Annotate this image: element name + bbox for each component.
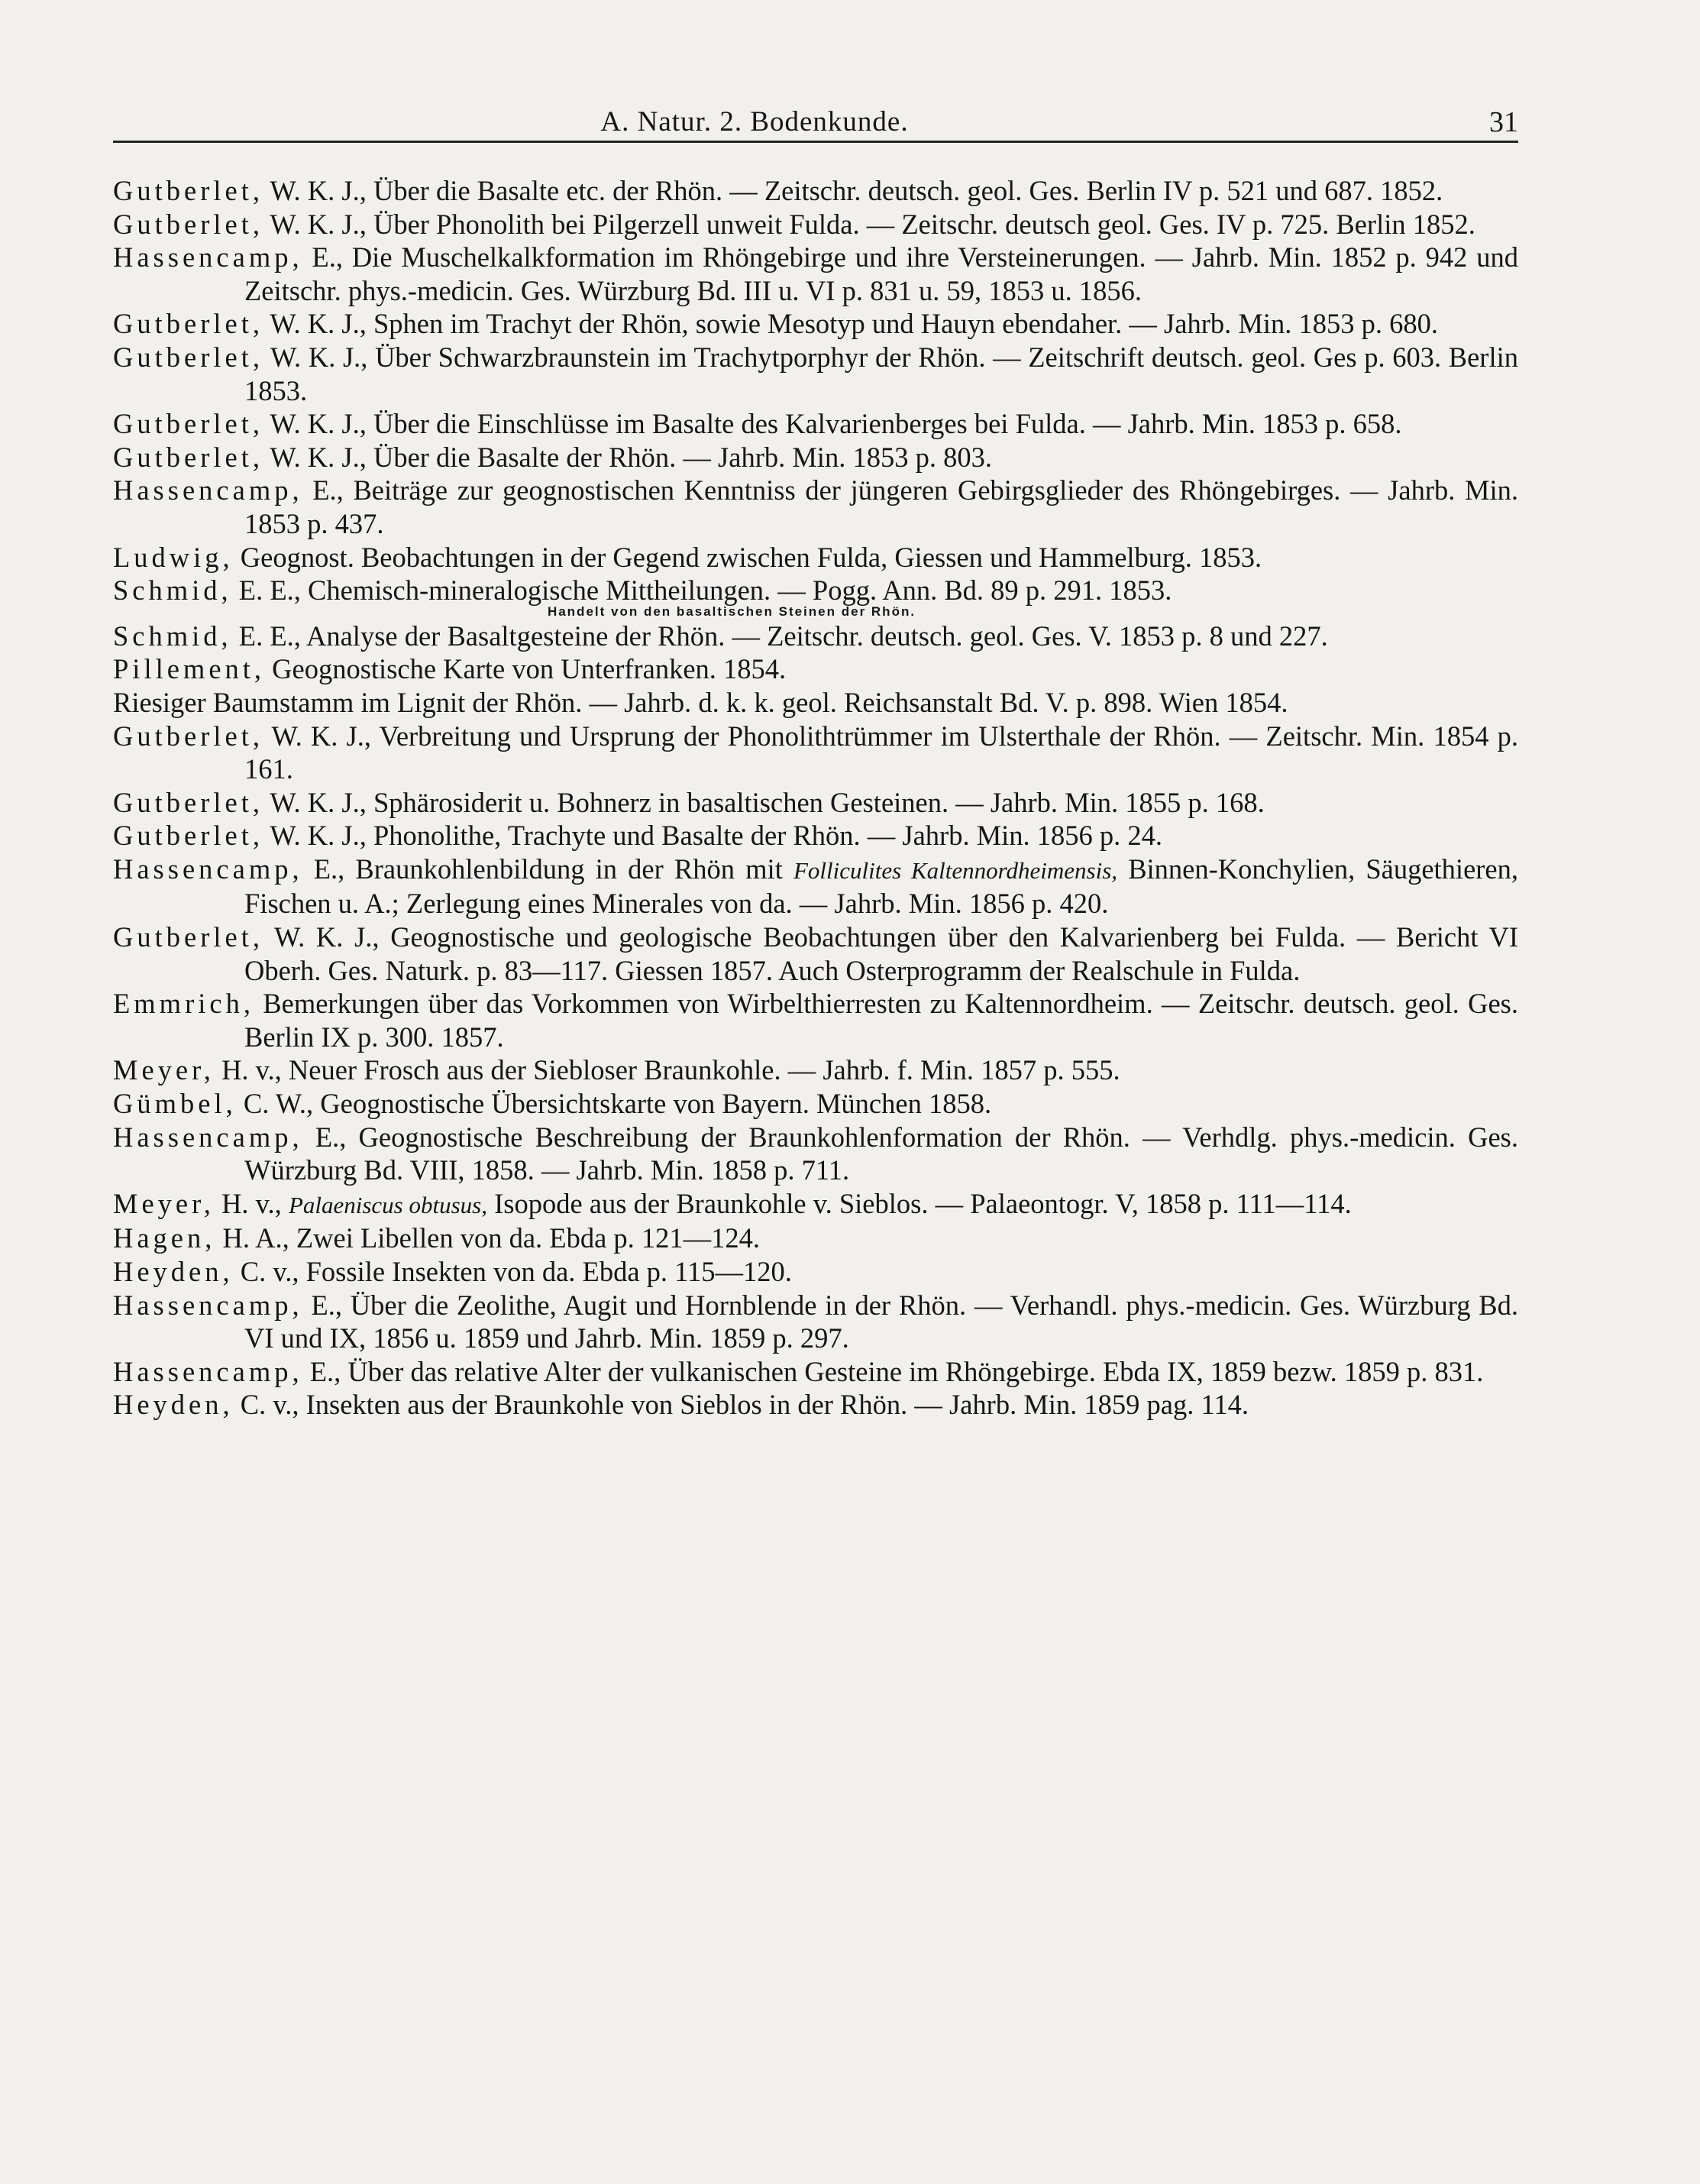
entry-text: W. K. J., Phonolithe, Trachyte und Basalte der Rhön. — Jahrb. Min. 1856 p. 24. — [263, 820, 1163, 852]
entry-text: H. v., — [214, 1187, 289, 1219]
entry-text: Geognostische Karte von Unterfranken. 1854. — [265, 653, 787, 685]
running-header — [113, 98, 1518, 144]
entry-author: Gutberlet, — [113, 408, 263, 440]
bibliography-entry — [113, 686, 1518, 720]
bibliography-entry — [113, 307, 1518, 341]
entry-text: C. W., Geognostische Übersichtskarte von Bayern. München 1858. — [236, 1088, 992, 1120]
entry-species-name: Folliculites Kaltennordheimensis, — [793, 856, 1118, 884]
entry-text: W. K. J., Über Schwarzbraunstein im Trachytporphyr der Rhön. — Zeitschrift deutsch. geol. Ges p. 603. Berlin 1853. — [244, 341, 1518, 406]
entry-text: Bemerkungen über das Vorkommen von Wirbelthierresten zu Kaltennordheim. — Zeitschr. deutsch. geol. Ges. Berlin IX p. 300. 1857. — [244, 988, 1518, 1053]
entry-author: Meyer, — [113, 1187, 215, 1219]
entry-author: Pillement, — [113, 653, 266, 685]
bibliography-entry — [113, 407, 1518, 441]
entry-text: Geognost. Beobachtungen in der Gegend zwischen Fulda, Giessen und Hammelburg. 1853. — [233, 541, 1262, 573]
entry-author: Schmid, — [113, 574, 232, 607]
entry-text: W. K. J., Über Phonolith bei Pilgerzell unweit Fulda. — Zeitschr. deutsch geol. Ges. IV p. 725. Berlin 1852. — [263, 208, 1475, 240]
entry-author: Hassencamp, — [113, 853, 303, 885]
entry-author: Hagen, — [113, 1222, 216, 1254]
entry-author: Gutberlet, — [113, 820, 263, 852]
entry-author: Emmrich, — [113, 988, 254, 1020]
entry-text: W. K. J., Verbreitung und Ursprung der Phonolithtrümmer im Ulsterthale der Rhön. — Zeitschr. Min. 1854 p. 161. — [244, 720, 1518, 785]
entry-text: Riesiger Baumstamm im Lignit der Rhön. — Jahrb. d. k. k. geol. Reichsanstalt Bd. V. p. 898. Wien 1854. — [113, 686, 1288, 718]
bibliography-entry — [113, 987, 1518, 1053]
entry-text: W. K. J., Geognostische und geologische Beobachtungen über den Kalvarienberg bei Fulda. — Bericht VI Oberh. Ges. Naturk. p. 83—117. Giessen 1857. Auch Osterprogramm der Realschule in Fulda. — [244, 921, 1518, 986]
bibliography-entry — [113, 853, 1518, 921]
entry-author: Ludwig, — [113, 541, 234, 573]
entry-author: Hassencamp, — [113, 474, 303, 506]
bibliography-entry — [113, 1187, 1518, 1222]
bibliography-entry — [113, 341, 1518, 407]
entry-author: Gutberlet, — [113, 441, 263, 473]
entry-text: E., Über die Zeolithe, Augit und Hornblende in der Rhön. — Verhandl. phys.-medicin. Ges. Würzburg Bd. VI und IX, 1856 u. 1859 und Jahrb. Min. 1859 p. 297. — [244, 1289, 1518, 1354]
entry-text: E. E., Chemisch-mineralogische Mittheilungen. — Pogg. Ann. Bd. 89 p. 291. 1853. — [231, 574, 1172, 607]
bibliography-entry — [113, 1121, 1518, 1187]
entry-author: Gutberlet, — [113, 720, 263, 752]
entry-author: Meyer, — [113, 1054, 215, 1086]
entry-text: E., Braunkohlenbildung in der Rhön mit — [302, 853, 793, 885]
entry-text: C. v., Fossile Insekten von da. Ebda p. 115—120. — [233, 1256, 792, 1287]
bibliography-entry — [113, 1255, 1518, 1289]
bibliography-entry — [113, 1087, 1518, 1121]
entry-note: Handelt von den basaltischen Steinen der Rhön. — [547, 603, 916, 619]
header-rule — [113, 141, 1518, 143]
entry-author: Hassencamp, — [113, 1355, 303, 1387]
bibliography-entry — [113, 441, 1518, 474]
bibliography-entry — [113, 921, 1518, 987]
bibliography-entry — [113, 541, 1518, 574]
entry-text: E. E., Analyse der Basaltgesteine der Rhön. — Zeitschr. deutsch. geol. Ges. V. 1853 p. 8 und 227. — [231, 620, 1328, 652]
entry-author: Gutberlet, — [113, 175, 263, 206]
bibliography-entry — [113, 620, 1518, 653]
entry-text-continued: Isopode aus der Braunkohle v. Sieblos. — Palaeontogr. V, 1858 p. 111—114. — [487, 1187, 1352, 1219]
bibliography-entry — [113, 474, 1518, 540]
entry-text: W. K. J., Über die Einschlüsse im Basalte des Kalvarienberges bei Fulda. — Jahrb. Min. 1853 p. 658. — [263, 408, 1402, 440]
entry-author: Schmid, — [113, 620, 232, 652]
bibliography-entry — [113, 819, 1518, 853]
entry-author: Gutberlet, — [113, 921, 263, 953]
entry-author: Gutberlet, — [113, 208, 263, 240]
entry-text: E., Geognostische Beschreibung der Braunkohlenformation der Rhön. — Verhdlg. phys.-medicin. Ges. Würzburg Bd. VIII, 1858. — Jahrb. Min. 1858 p. 711. — [244, 1121, 1518, 1186]
entry-author: Hassencamp, — [113, 1121, 303, 1153]
entry-author: Heyden, — [113, 1389, 234, 1421]
bibliography-entry — [113, 1221, 1518, 1255]
bibliography-entry — [113, 1388, 1518, 1422]
entry-author: Heyden, — [113, 1256, 234, 1287]
entry-species-name: Palaeniscus obtusus, — [288, 1191, 487, 1218]
entry-author: Gümbel, — [113, 1088, 237, 1120]
entry-author: Gutberlet, — [113, 308, 263, 340]
bibliography-entry — [113, 720, 1518, 786]
entry-text: C. v., Insekten aus der Braunkohle von Sieblos in der Rhön. — Jahrb. Min. 1859 pag. 114. — [233, 1389, 1249, 1421]
bibliography-entry — [113, 241, 1518, 307]
bibliography-list — [113, 174, 1518, 1422]
entry-author: Gutberlet, — [113, 786, 263, 818]
bibliography-entry — [113, 1355, 1518, 1389]
entry-text: E., Beiträge zur geognostischen Kenntniss der jüngeren Gebirgsglieder des Rhöngebirges. — Jahrb. Min. 1853 p. 437. — [244, 474, 1518, 539]
bibliography-entry — [113, 1289, 1518, 1355]
entry-author: Hassencamp, — [113, 1289, 303, 1321]
page-number: 31 — [1489, 106, 1518, 138]
section-title: A. Natur. 2. Bodenkunde. — [600, 106, 909, 138]
bibliography-entry — [113, 208, 1518, 241]
entry-text: H. A., Zwei Libellen von da. Ebda p. 121—124. — [215, 1222, 761, 1254]
entry-text: W. K. J., Sphärosiderit u. Bohnerz in basaltischen Gesteinen. — Jahrb. Min. 1855 p. 168. — [263, 786, 1265, 818]
entry-text: W. K. J., Sphen im Trachyt der Rhön, sowie Mesotyp und Hauyn ebendaher. — Jahrb. Min. 1853 p. 680. — [263, 308, 1438, 340]
entry-text: W. K. J., Über die Basalte etc. der Rhön. — Zeitschr. deutsch. geol. Ges. Berlin IV p. 521 und 687. 1852. — [263, 175, 1443, 206]
entry-text-continued: Binnen-Konchylien, Säugethieren, Fischen u. A.; Zerlegung eines Minerales von da. — Jahrb. Min. 1856 p. 420. — [244, 853, 1519, 920]
entry-author: Gutberlet, — [113, 341, 263, 373]
entry-author: Hassencamp, — [113, 241, 303, 273]
bibliography-entry — [113, 786, 1518, 820]
bibliography-entry — [113, 1053, 1518, 1087]
entry-text: E., Über das relative Alter der vulkanischen Gesteine im Rhöngebirge. Ebda IX, 1859 bezw. 1859 p. 831. — [302, 1355, 1484, 1387]
bibliography-entry — [113, 174, 1518, 208]
entry-text: W. K. J., Über die Basalte der Rhön. — Jahrb. Min. 1853 p. 803. — [263, 441, 992, 473]
bibliography-entry — [113, 652, 1518, 686]
entry-text: H. v., Neuer Frosch aus der Siebloser Braunkohle. — Jahrb. f. Min. 1857 p. 555. — [214, 1054, 1120, 1086]
entry-text: E., Die Muschelkalkformation im Rhöngebirge und ihre Versteinerungen. — Jahrb. Min. 1852 p. 942 und Zeitschr. phys.-medicin. Ges. Würzburg Bd. III u. VI p. 831 u. 59, 1853 u. 1856. — [244, 241, 1518, 306]
